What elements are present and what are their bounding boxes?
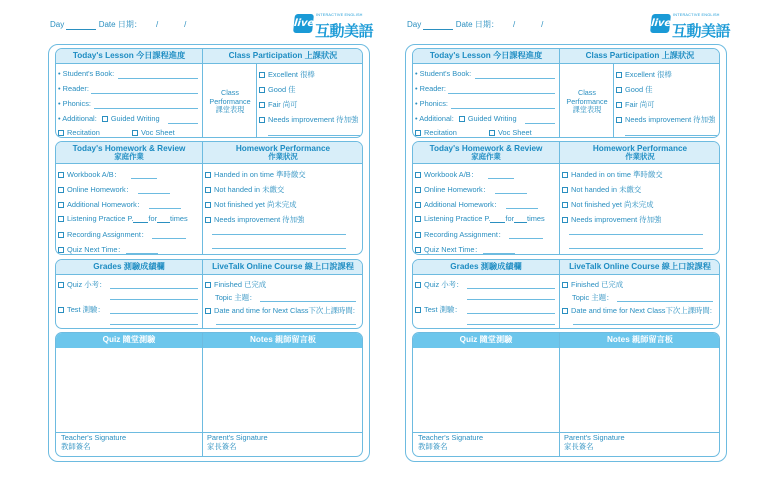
livetalk-topic-label: Topic 主題： [215, 293, 257, 302]
performance-needs-option [562, 214, 661, 225]
quiz-next-field[interactable] [126, 253, 158, 254]
quiz-notes-title: Quiz 隨堂測驗 [459, 335, 513, 345]
online-homework-checkbox[interactable] [58, 187, 64, 193]
test-grade-item [415, 304, 462, 315]
workbook-checkbox[interactable] [58, 172, 64, 178]
guided-writing-label: Guided Writing [110, 114, 160, 123]
guided-writing-checkbox[interactable] [459, 116, 465, 122]
livetalk-finished-option [205, 279, 266, 290]
reader-field[interactable] [91, 93, 198, 94]
listening-practice-checkbox[interactable] [58, 216, 64, 222]
homework-title-en: Today's Homework & Review [72, 143, 186, 153]
class-label: Class [578, 88, 596, 97]
next-class-label: Date and time for Next Class下次上課時間: [214, 306, 355, 315]
box-header [413, 49, 719, 64]
column-divider [613, 64, 614, 137]
performance-needs-checkbox[interactable] [562, 217, 568, 223]
performance-comment-field[interactable] [569, 248, 703, 249]
not-finished-label: Not finished yet 尚未完成 [214, 200, 297, 209]
livetalk-title: LiveTalk Online Course 線上口說課程 [212, 262, 354, 272]
listening-practice-item [58, 214, 188, 223]
online-homework-label: Online Homework： [67, 185, 134, 194]
parent-signature-label: Parent's Signature [207, 433, 268, 442]
reader-field[interactable] [448, 93, 555, 94]
lesson-participation-box [412, 48, 720, 138]
recitation-row [58, 128, 100, 137]
notes-title: Notes 親師留言板 [250, 335, 316, 345]
livetalk-topic-field[interactable] [617, 301, 713, 302]
performance-zh-label: 課堂表現 [215, 105, 245, 115]
quiz-next-item [58, 244, 125, 255]
class-label: Class [221, 88, 239, 97]
date-label: Date 日期： [98, 20, 142, 29]
not-handed-label: Not handed in 未繳交 [214, 185, 285, 194]
box-header [56, 260, 362, 275]
livetalk-finished-checkbox[interactable] [562, 282, 568, 288]
next-class-option [205, 305, 355, 316]
additional-homework-item [58, 199, 144, 210]
quiz-grade-checkbox[interactable] [415, 282, 421, 288]
listening-practice-label: Listening Practice P. [424, 214, 491, 223]
not-finished-label: Not finished yet 尚未完成 [571, 200, 654, 209]
recording-item [415, 229, 505, 240]
column-divider [202, 333, 203, 456]
good-label: Good 佳 [625, 85, 653, 94]
good-option [259, 84, 296, 95]
online-homework-checkbox[interactable] [415, 187, 421, 193]
next-class-field[interactable] [573, 324, 713, 325]
grades-title: Grades 測驗成績欄 [93, 262, 165, 272]
homework-title-zh: 家庭作業 [471, 151, 501, 161]
guided-writing-label: Guided Writing [467, 114, 517, 123]
lesson-title: Today's Lesson 今日課程進度 [429, 51, 543, 61]
quiz-grade-label: Quiz 小考： [424, 280, 464, 289]
class-performance-label [204, 89, 256, 115]
performance-title-en: Homework Performance [235, 143, 331, 153]
phonics-label: • Phonics: [415, 99, 448, 108]
excellent-option [616, 69, 672, 80]
test-grade-label: Test 測驗： [424, 305, 462, 314]
performance-title-zh: 作業狀況 [625, 151, 655, 161]
parent-signature-label: Parent's Signature [564, 433, 625, 442]
date-slash: / [184, 20, 187, 29]
listening-page-field[interactable] [490, 215, 505, 223]
additional-label: • Additional: [415, 114, 454, 123]
voc-sheet-field[interactable] [539, 137, 555, 138]
box-header [56, 142, 362, 164]
fair-option [616, 99, 655, 110]
day-date-line [407, 19, 555, 30]
brand-logo [293, 12, 374, 40]
excellent-label: Excellent 很棒 [625, 70, 672, 79]
lesson-participation-box [55, 48, 363, 138]
fair-checkbox[interactable] [616, 102, 622, 108]
guided-writing-field[interactable] [168, 123, 198, 124]
recording-item [58, 229, 148, 240]
online-homework-field[interactable] [495, 193, 527, 194]
workbook-checkbox[interactable] [415, 172, 421, 178]
online-homework-field[interactable] [138, 193, 170, 194]
grades-title: Grades 測驗成績欄 [450, 262, 522, 272]
excellent-checkbox[interactable] [616, 72, 622, 78]
not-handed-option [562, 184, 641, 195]
box-header [56, 49, 362, 64]
performance-title-en: Homework Performance [592, 143, 688, 153]
phonics-field[interactable] [94, 108, 198, 109]
guided-writing-checkbox[interactable] [102, 116, 108, 122]
column-divider [256, 64, 257, 137]
listening-page-field[interactable] [133, 215, 148, 223]
recording-field[interactable] [509, 238, 543, 239]
quiz-next-label: Quiz Next Time： [424, 245, 482, 254]
quiz-grade-item [415, 279, 463, 290]
test-grade-field[interactable] [110, 313, 198, 314]
needs-improvement-checkbox[interactable] [259, 117, 265, 123]
additional-label: • Additional: [58, 114, 97, 123]
needs-improvement-label: Needs improvement 待加強 [268, 115, 359, 124]
teacher-signature-zh: 教師簽名 [61, 441, 91, 451]
performance-comment-field[interactable] [212, 248, 346, 249]
quiz-next-checkbox[interactable] [58, 247, 64, 253]
teacher-signature[interactable] [418, 434, 483, 452]
not-finished-option [562, 199, 654, 210]
parent-signature-zh: 家長簽名 [564, 441, 594, 451]
day-label: Day [50, 20, 65, 29]
performance-title [202, 142, 363, 163]
quiz-grade-label: Quiz 小考： [67, 280, 107, 289]
test-grade-field[interactable] [110, 324, 198, 325]
additional-homework-field[interactable] [149, 208, 181, 209]
test-grade-checkbox[interactable] [58, 307, 64, 313]
not-finished-option [205, 199, 297, 210]
notes-box [55, 332, 363, 457]
sheet-left [46, 0, 376, 470]
additional-row [415, 114, 517, 123]
performance-zh-label: 課堂表現 [572, 105, 602, 115]
workbook-item [415, 169, 478, 180]
column-divider [202, 49, 203, 137]
quiz-grade-item [58, 279, 106, 290]
additional-homework-label: Additional Homework： [67, 200, 145, 209]
workbook-label: Workbook A/B： [424, 170, 479, 179]
quiz-grade-field[interactable] [467, 299, 555, 300]
additional-homework-field[interactable] [506, 208, 538, 209]
card-frame [405, 44, 727, 462]
recording-checkbox[interactable] [415, 232, 421, 238]
livetalk-finished-label: Finished 已完成 [214, 280, 267, 289]
listening-practice-label: Listening Practice P. [67, 214, 134, 223]
additional-row [58, 114, 160, 123]
test-grade-item [58, 304, 105, 315]
performance-label: Performance [209, 96, 251, 106]
listening-practice-item [415, 214, 545, 223]
phonics-field[interactable] [451, 108, 555, 109]
recitation-checkbox[interactable] [415, 130, 421, 136]
livetalk-title: LiveTalk Online Course 線上口說課程 [569, 262, 711, 272]
performance-comment-field[interactable] [212, 234, 346, 235]
good-option [616, 84, 653, 95]
livetalk-topic-field[interactable] [260, 301, 356, 302]
test-grade-field[interactable] [467, 324, 555, 325]
box-header [413, 260, 719, 275]
box-header [56, 333, 362, 348]
fair-label: Fair 尚可 [268, 100, 298, 109]
students-book-field[interactable] [475, 78, 555, 79]
guided-writing-field[interactable] [525, 123, 555, 124]
phonics-label: • Phonics: [58, 99, 91, 108]
workbook-item [58, 169, 121, 180]
homework-title [413, 142, 559, 163]
needs-improvement-checkbox[interactable] [616, 117, 622, 123]
logo-text: 互動美語 [672, 22, 731, 40]
excellent-checkbox[interactable] [259, 72, 265, 78]
online-homework-item [58, 184, 133, 195]
recitation-field[interactable] [464, 137, 486, 138]
fair-checkbox[interactable] [259, 102, 265, 108]
sheet-right [403, 0, 733, 470]
recording-label: Recording Assignment： [67, 230, 149, 239]
on-time-option [562, 169, 663, 180]
parent-signature[interactable] [564, 434, 625, 452]
needs-improvement-option [616, 114, 715, 125]
lesson-title: Today's Lesson 今日課程進度 [72, 51, 186, 61]
next-class-option [562, 305, 712, 316]
next-class-label: Date and time for Next Class下次上課時間: [571, 306, 712, 315]
voc-sheet-label: Voc Sheet [498, 128, 532, 137]
additional-homework-checkbox[interactable] [415, 202, 421, 208]
teacher-signature-zh: 教師簽名 [418, 441, 448, 451]
performance-needs-label: Needs improvement 待加強 [571, 215, 662, 224]
fair-label: Fair 尚可 [625, 100, 655, 109]
column-divider [202, 260, 203, 328]
reader-label: • Reader: [58, 84, 89, 93]
card-frame [48, 44, 370, 462]
not-finished-checkbox[interactable] [205, 202, 211, 208]
voc-sheet-row [489, 128, 532, 137]
next-class-field[interactable] [216, 324, 356, 325]
listening-times-field[interactable] [157, 215, 170, 223]
homework-title-zh: 家庭作業 [114, 151, 144, 161]
box-header [413, 142, 719, 164]
on-time-checkbox[interactable] [205, 172, 211, 178]
brand-logo [650, 12, 731, 40]
homework-title [56, 142, 202, 163]
next-class-checkbox[interactable] [562, 308, 568, 314]
logo-badge: live [650, 14, 671, 33]
quiz-next-item [415, 244, 482, 255]
on-time-label: Handed in on time 準時繳交 [571, 170, 663, 179]
quiz-grade-field[interactable] [467, 288, 555, 289]
recitation-row [415, 128, 457, 137]
good-label: Good 佳 [268, 85, 296, 94]
online-homework-item [415, 184, 490, 195]
homework-box [55, 141, 363, 255]
teacher-signature-label: Teacher's Signature [418, 433, 484, 442]
date-label: Date 日期： [455, 20, 499, 29]
participation-title: Class Participation 上課狀況 [228, 51, 338, 61]
listening-for-label: for [148, 214, 158, 223]
day-label: Day [407, 20, 422, 29]
homework-title-en: Today's Homework & Review [429, 143, 543, 153]
date-slash: / [155, 20, 159, 29]
students-book-label: • Student's Book: [58, 69, 115, 78]
logo-text: 互動美語 [315, 22, 374, 40]
not-handed-label: Not handed in 未繳交 [571, 185, 642, 194]
not-handed-checkbox[interactable] [205, 187, 211, 193]
listening-practice-checkbox[interactable] [415, 216, 421, 222]
voc-sheet-checkbox[interactable] [132, 130, 138, 136]
on-time-option [205, 169, 306, 180]
recitation-field[interactable] [107, 137, 129, 138]
on-time-checkbox[interactable] [562, 172, 568, 178]
additional-homework-label: Additional Homework： [424, 200, 502, 209]
quiz-grade-field[interactable] [110, 288, 198, 289]
date-slash: / [541, 20, 544, 29]
date-header [50, 12, 372, 38]
column-divider [559, 142, 560, 254]
grades-livetalk-box [412, 259, 720, 329]
day-date-line [50, 19, 198, 30]
reader-label: • Reader: [415, 84, 446, 93]
recitation-label: Recitation [424, 128, 457, 137]
logo-tagline: INTERACTIVE ENGLISH [673, 13, 720, 17]
quiz-next-checkbox[interactable] [415, 247, 421, 253]
performance-comment-field[interactable] [569, 234, 703, 235]
next-class-checkbox[interactable] [205, 308, 211, 314]
listening-times-field[interactable] [514, 215, 527, 223]
grades-livetalk-box [55, 259, 363, 329]
voc-sheet-row [132, 128, 175, 137]
quiz-notes-title: Quiz 隨堂測驗 [102, 335, 156, 345]
quiz-grade-field[interactable] [110, 299, 198, 300]
participation-title: Class Participation 上課狀況 [585, 51, 695, 61]
good-checkbox[interactable] [259, 87, 265, 93]
students-book-field[interactable] [118, 78, 198, 79]
livetalk-finished-option [562, 279, 623, 290]
good-checkbox[interactable] [616, 87, 622, 93]
not-handed-checkbox[interactable] [562, 187, 568, 193]
box-header [413, 333, 719, 348]
date-header [407, 12, 729, 38]
column-divider [559, 49, 560, 137]
recitation-label: Recitation [67, 128, 100, 137]
teacher-signature[interactable] [61, 434, 126, 452]
logo-badge: live [293, 14, 314, 33]
fair-option [259, 99, 298, 110]
additional-homework-item [415, 199, 501, 210]
excellent-option [259, 69, 315, 80]
participation-comment-field[interactable] [625, 135, 717, 136]
voc-sheet-label: Voc Sheet [141, 128, 175, 137]
day-field[interactable] [423, 21, 453, 30]
performance-needs-label: Needs improvement 待加強 [214, 215, 305, 224]
workbook-label: Workbook A/B： [67, 170, 122, 179]
voc-sheet-checkbox[interactable] [489, 130, 495, 136]
parent-signature-zh: 家長簽名 [207, 441, 237, 451]
homework-box [412, 141, 720, 255]
performance-label: Performance [566, 96, 608, 106]
recording-checkbox[interactable] [58, 232, 64, 238]
workbook-field[interactable] [131, 178, 157, 179]
quiz-grade-checkbox[interactable] [58, 282, 64, 288]
excellent-label: Excellent 很棒 [268, 70, 315, 79]
column-divider [202, 142, 203, 254]
needs-improvement-label: Needs improvement 待加強 [625, 115, 716, 124]
logo-tagline: INTERACTIVE ENGLISH [316, 13, 363, 17]
parent-signature[interactable] [207, 434, 268, 452]
performance-title [559, 142, 720, 163]
test-grade-checkbox[interactable] [415, 307, 421, 313]
notes-title: Notes 親師留言板 [607, 335, 673, 345]
column-divider [559, 260, 560, 328]
recitation-checkbox[interactable] [58, 130, 64, 136]
recording-label: Recording Assignment： [424, 230, 506, 239]
not-finished-checkbox[interactable] [562, 202, 568, 208]
participation-comment-field[interactable] [268, 135, 360, 136]
notes-box [412, 332, 720, 457]
column-divider [559, 333, 560, 456]
online-homework-label: Online Homework： [424, 185, 491, 194]
voc-sheet-field[interactable] [182, 137, 198, 138]
day-field[interactable] [66, 21, 96, 30]
listening-for-label: for [505, 214, 515, 223]
listening-times-label: times [170, 214, 188, 223]
workbook-field[interactable] [488, 178, 514, 179]
recording-field[interactable] [152, 238, 186, 239]
livetalk-finished-label: Finished 已完成 [571, 280, 624, 289]
teacher-signature-label: Teacher's Signature [61, 433, 127, 442]
quiz-next-field[interactable] [483, 253, 515, 254]
class-performance-label [561, 89, 613, 115]
not-handed-option [205, 184, 284, 195]
test-grade-label: Test 測驗： [67, 305, 105, 314]
test-grade-field[interactable] [467, 313, 555, 314]
livetalk-topic-label: Topic 主題： [572, 293, 614, 302]
performance-title-zh: 作業狀況 [268, 151, 298, 161]
students-book-label: • Student's Book: [415, 69, 472, 78]
livetalk-finished-checkbox[interactable] [205, 282, 211, 288]
quiz-next-label: Quiz Next Time： [67, 245, 125, 254]
needs-improvement-option [259, 114, 358, 125]
on-time-label: Handed in on time 準時繳交 [214, 170, 306, 179]
additional-homework-checkbox[interactable] [58, 202, 64, 208]
listening-times-label: times [527, 214, 545, 223]
performance-needs-checkbox[interactable] [205, 217, 211, 223]
performance-needs-option [205, 214, 304, 225]
date-slash: / [512, 20, 516, 29]
